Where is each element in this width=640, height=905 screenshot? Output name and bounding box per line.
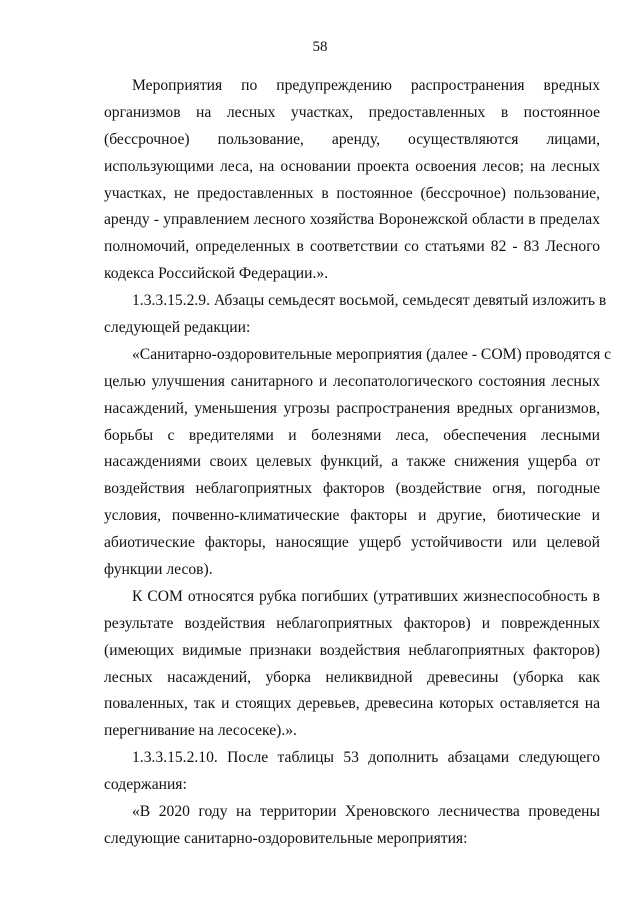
text-line: использующими леса, на основании проекта освоения лесов; на лесных [104,157,600,175]
text-line: аренду - управлением лесного хозяйства Воронежской области в пределах [104,211,600,229]
text-line: К СОМ относятся рубка погибших (утративших жизнеспособность в [132,587,600,605]
paragraph [104,799,600,853]
text-line: насаждений, уменьшения угрозы распространения вредных организмов, [104,399,600,417]
text-line: борьбы с вредителями и болезнями леса, обеспечения лесными [104,426,600,444]
text-line: воздействия неблагоприятных факторов (воздействие огня, погодные [104,480,600,498]
text-line: перегнивание на лесосеке).». [104,722,297,740]
text-line: «Санитарно-оздоровительные мероприятия (далее - СОМ) проводятся с [132,345,612,363]
text-line: функции лесов). [104,561,213,579]
text-line: (бессрочное) пользование, аренду, осуществляются лицами, [104,130,600,148]
text-line: 1.3.3.15.2.9. Абзацы семьдесят восьмой, семьдесят девятый изложить в [132,292,607,310]
paragraph [104,342,612,584]
text-line: (имеющих видимые признаки воздействия неблагоприятных факторов) [104,641,600,659]
text-line: 1.3.3.15.2.10. После таблицы 53 дополнить абзацами следующего [132,749,600,767]
text-line: целью улучшения санитарного и лесопатологического состояния лесных [104,372,600,390]
text-line: следующей редакции: [104,319,251,337]
text-line: участках, не предоставленных в постоянное (бессрочное) пользование, [104,184,600,202]
text-line: содержания: [104,776,187,794]
document-body [104,73,612,853]
text-line: условия, почвенно-климатические факторы и другие, биотические и [104,507,600,525]
paragraph [104,73,600,288]
text-line: полномочий, определенных в соответствии со статьями 82 - 83 Лесного [104,238,600,256]
text-line: насаждениями своих целевых функций, а также снижения ущерба от [104,453,600,471]
text-line: абиотические факторы, наносящие ущерб устойчивости или целевой [104,534,600,552]
text-line: Мероприятия по предупреждению распространения вредных [132,77,600,94]
text-line: поваленных, так и стоящих деревьев, древесина которых оставляется на [104,695,600,713]
paragraph [104,288,607,342]
text-line: кодекса Российской Федерации.». [104,265,329,283]
text-line: результате воздействия неблагоприятных факторов) и поврежденных [104,614,600,632]
paragraph [104,584,600,745]
text-line: «В 2020 году на территории Хреновского лесничества проведены [132,803,600,821]
text-line: организмов на лесных участках, предоставленных в постоянное [104,103,600,121]
text-line: лесных насаждений, уборка неликвидной древесины (уборка как [104,668,600,686]
page-number: 58 [312,39,328,55]
paragraph [104,745,600,799]
text-line: следующие санитарно-оздоровительные мероприятия: [104,829,468,847]
